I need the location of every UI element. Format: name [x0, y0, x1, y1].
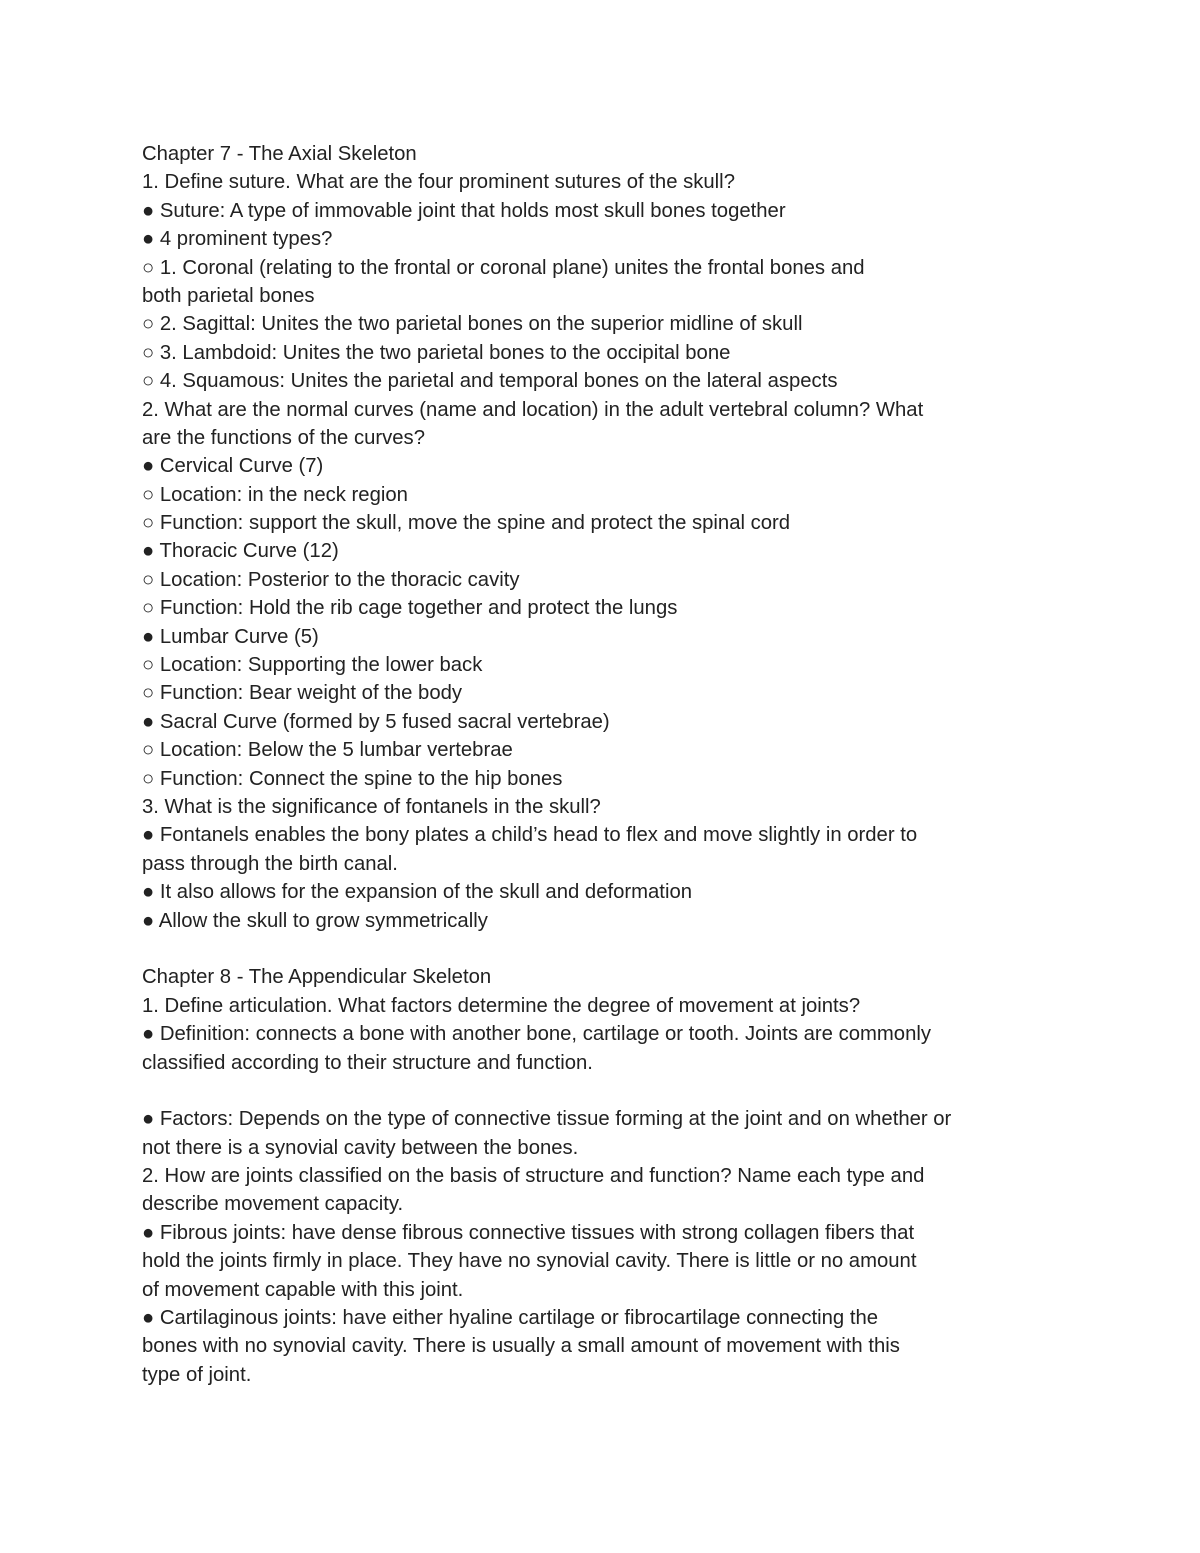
- sub-bullet-item: ○ Function: Hold the rib cage together and protect the lungs: [142, 597, 678, 620]
- bullet-item: ● Fontanels enables the bony plates a child’s head to flex and move slightly in order to: [142, 824, 918, 847]
- continuation-line: type of joint.: [142, 1363, 252, 1386]
- continuation-line: describe movement capacity.: [142, 1193, 404, 1216]
- sub-bullet-item: ○ 1. Coronal (relating to the frontal or coronal plane) unites the frontal bones and: [142, 256, 865, 279]
- document-body: [142, 140, 1042, 1389]
- bullet-item: ● Sacral Curve (formed by 5 fused sacral vertebrae): [142, 710, 610, 733]
- bullet-item: ● It also allows for the expansion of the skull and deformation: [142, 881, 693, 904]
- sub-bullet-item: ○ Location: Supporting the lower back: [142, 654, 483, 677]
- continuation-line: pass through the birth canal.: [142, 852, 398, 875]
- sub-bullet-item: ○ 2. Sagittal: Unites the two parietal bones on the superior midline of skull: [142, 313, 803, 336]
- sub-bullet-item: ○ Location: Below the 5 lumbar vertebrae: [142, 739, 513, 762]
- question-text: 3. What is the significance of fontanels in the skull?: [142, 795, 601, 818]
- chapter-8-heading: Chapter 8 - The Appendicular Skeleton: [142, 966, 492, 989]
- question-text: 1. Define suture. What are the four prominent sutures of the skull?: [142, 171, 735, 194]
- question-text: 2. How are joints classified on the basis of structure and function? Name each type and: [142, 1165, 925, 1188]
- sub-bullet-item: ○ 3. Lambdoid: Unites the two parietal bones to the occipital bone: [142, 341, 731, 364]
- bullet-item: ● Cervical Curve (7): [142, 455, 324, 478]
- question-text: 1. Define articulation. What factors determine the degree of movement at joints?: [142, 994, 861, 1017]
- continuation-line: not there is a synovial cavity between the bones.: [142, 1136, 579, 1159]
- chapter-7-heading: Chapter 7 - The Axial Skeleton: [142, 143, 417, 165]
- bullet-item: ● Lumbar Curve (5): [142, 625, 319, 648]
- continuation-line: classified according to their structure and function.: [142, 1051, 593, 1074]
- blank-line: [142, 1077, 1042, 1105]
- bullet-item: ● Suture: A type of immovable joint that holds most skull bones together: [142, 199, 786, 222]
- sub-bullet-item: ○ Location: Posterior to the thoracic cavity: [142, 568, 520, 591]
- sub-bullet-item: ○ Function: support the skull, move the spine and protect the spinal cord: [142, 512, 791, 535]
- bullet-item: ● Fibrous joints: have dense fibrous connective tissues with strong collagen fibers that: [142, 1221, 915, 1244]
- bullet-item: ● 4 prominent types?: [142, 228, 333, 251]
- continuation-line: of movement capable with this joint.: [142, 1278, 464, 1301]
- continuation-line: hold the joints firmly in place. They have no synovial cavity. There is little or no amount: [142, 1250, 917, 1273]
- continuation-line: are the functions of the curves?: [142, 426, 425, 449]
- bullet-item: ● Thoracic Curve (12): [142, 540, 339, 563]
- sub-bullet-item: ○ Function: Connect the spine to the hip bones: [142, 767, 563, 790]
- bullet-item: ● Factors: Depends on the type of connective tissue forming at the joint and on whether or: [142, 1108, 952, 1131]
- sub-bullet-item: ○ Function: Bear weight of the body: [142, 682, 463, 705]
- bullet-item: ● Allow the skull to grow symmetrically: [142, 909, 488, 932]
- continuation-line: bones with no synovial cavity. There is usually a small amount of movement with this: [142, 1335, 900, 1358]
- bullet-item: ● Cartilaginous joints: have either hyaline cartilage or fibrocartilage connecting the: [142, 1307, 879, 1330]
- sub-bullet-item: ○ 4. Squamous: Unites the parietal and temporal bones on the lateral aspects: [142, 370, 838, 393]
- continuation-line: both parietal bones: [142, 284, 315, 307]
- question-text: 2. What are the normal curves (name and location) in the adult vertebral column? What: [142, 398, 924, 421]
- sub-bullet-item: ○ Location: in the neck region: [142, 483, 408, 506]
- blank-line: [142, 935, 1042, 963]
- bullet-item: ● Definition: connects a bone with another bone, cartilage or tooth. Joints are commonly: [142, 1023, 932, 1046]
